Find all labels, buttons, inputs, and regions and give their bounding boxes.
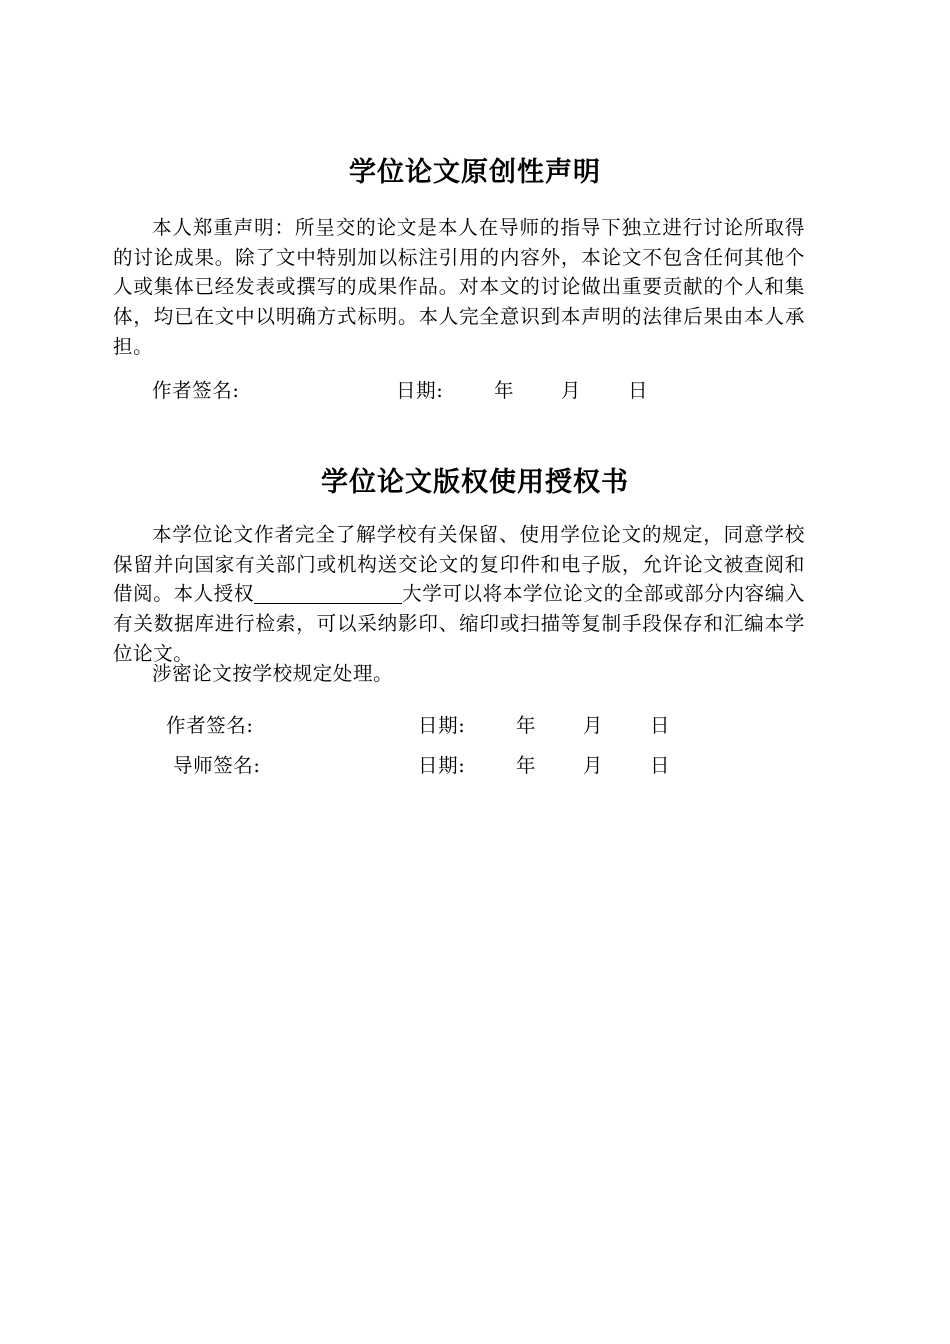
year-label: 年 bbox=[494, 379, 515, 402]
day-label: 日 bbox=[628, 379, 649, 402]
day-label: 日 bbox=[650, 714, 671, 737]
month-label: 月 bbox=[583, 754, 604, 777]
confidential-note: 涉密论文按学校规定处理。 bbox=[152, 662, 394, 685]
author-signature-label: 作者签名: bbox=[166, 714, 254, 737]
advisor-signature-row bbox=[0, 751, 950, 781]
university-name-blank bbox=[254, 583, 402, 604]
copyright-title: 学位论文版权使用授权书 bbox=[321, 467, 629, 498]
date-label: 日期: bbox=[418, 714, 466, 737]
copyright-authorization-text bbox=[113, 520, 805, 669]
year-label: 年 bbox=[516, 714, 537, 737]
authorization-text-after: 大学可以将本学位论文的全部或部分内容编入有关数据库进行检索，可以采纳影印、缩印或扫描等复制手段保存和汇编本学位论文。 bbox=[113, 582, 805, 665]
day-label: 日 bbox=[650, 754, 671, 777]
originality-title: 学位论文原创性声明 bbox=[349, 157, 601, 188]
date-label: 日期: bbox=[396, 379, 444, 402]
date-label: 日期: bbox=[418, 754, 466, 777]
author-signature-row bbox=[0, 711, 950, 741]
month-label: 月 bbox=[583, 714, 604, 737]
year-label: 年 bbox=[516, 754, 537, 777]
month-label: 月 bbox=[561, 379, 582, 402]
advisor-signature-label: 导师签名: bbox=[173, 754, 261, 777]
originality-statement: 本人郑重声明：所呈交的论文是本人在导师的指导下独立进行讨论所取得的讨论成果。除了文中特别加以标注引用的内容外，本论文不包含任何其他个人或集体已经发表或撰写的成果作品。对本文的讨论做出重要贡献的个人和集体，均已在文中以明确方式标明。本人完全意识到本声明的法律后果由本人承担。 bbox=[113, 216, 805, 358]
originality-signature-row bbox=[0, 376, 950, 406]
author-signature-label: 作者签名: bbox=[152, 379, 240, 402]
authorization-text-before: 本学位论文作者完全了解学校有关保留、使用学位论文的规定，同意学校保留并向国家有关部门或机构送交论文的复印件和电子版，允许论文被查阅和借阅。本人授权 bbox=[113, 523, 805, 606]
